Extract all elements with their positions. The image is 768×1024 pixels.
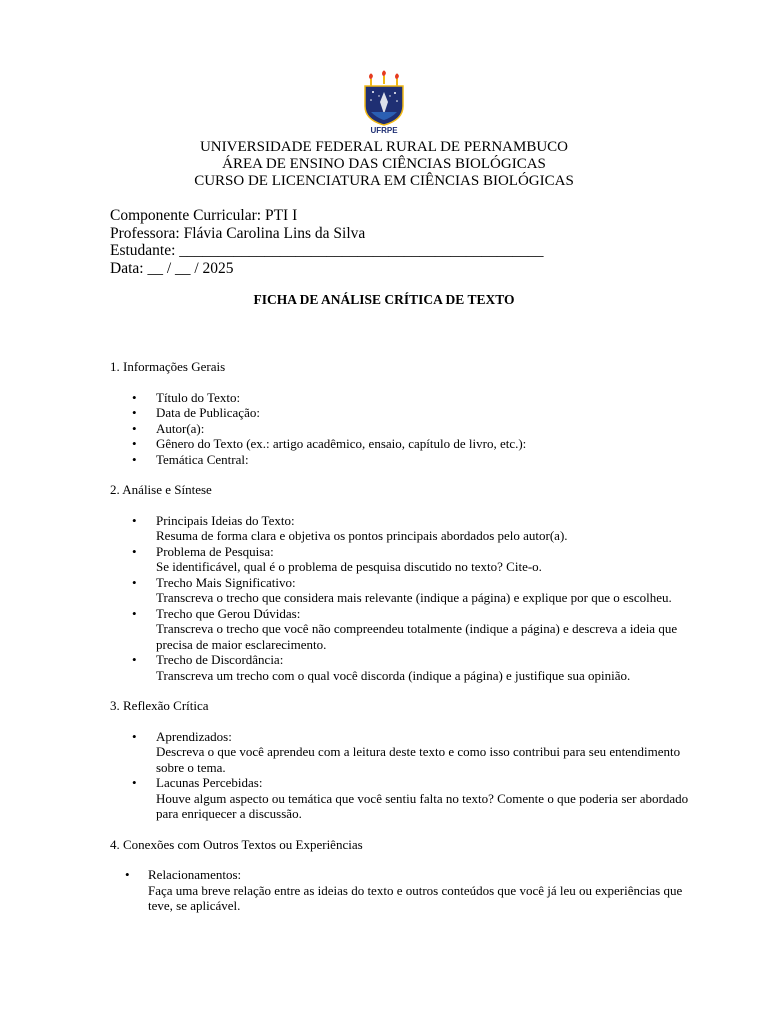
list-item (110, 729, 700, 776)
list-item (110, 436, 700, 452)
section-title: 3. Reflexão Crítica (110, 698, 209, 713)
list-item (110, 867, 700, 914)
document-title: FICHA DE ANÁLISE CRÍTICA DE TEXTO (253, 292, 515, 307)
ufrpe-logo (361, 70, 407, 136)
field-list (110, 729, 700, 822)
component-line: Componente Curricular: PTI I (110, 207, 298, 224)
list-item (110, 544, 700, 575)
field-description: Se identificável, qual é o problema de pesquisa discutido no texto? Cite-o. (156, 559, 542, 574)
university-name: UNIVERSIDADE FEDERAL RURAL DE PERNAMBUCO (199, 139, 569, 155)
field-description: Resuma de forma clara e objetiva os pontos principais abordados pelo autor(a). (156, 528, 568, 543)
list-item (110, 421, 700, 437)
area-name: ÁREA DE ENSINO DAS CIÊNCIAS BIOLÓGICAS (222, 156, 546, 172)
field-description: Faça uma breve relação entre as ideias do texto e outros conteúdos que você já leu ou experiências que teve, se aplicável. (148, 882, 683, 913)
field-description: Houve algum aspecto ou temática que você sentiu falta no texto? Comente o que poderia ser abordado para enriquecer a discussão. (156, 790, 689, 821)
form-body (110, 359, 700, 929)
field-description: Transcreva o trecho que considera mais relevante (indique a página) e explique por que o escolheu. (156, 590, 672, 605)
field-list (110, 390, 700, 468)
field-label: Temática Central: (156, 451, 249, 467)
list-item (110, 452, 700, 468)
field-label: Título do Texto: (156, 389, 241, 405)
field-label: • Trecho que Gerou Dúvidas: (156, 605, 301, 621)
field-list (110, 513, 700, 684)
field-label: • Relacionamentos: (148, 867, 242, 882)
list-item (110, 405, 700, 421)
course-name: CURSO DE LICENCIATURA EM CIÊNCIAS BIOLÓGICAS (194, 173, 574, 189)
field-description: Descreva o que você aprendeu com a leitura deste texto e como isso contribui para seu entendimento sobre o tema. (156, 744, 681, 775)
list-item (110, 652, 700, 683)
list-item (110, 775, 700, 822)
section-analysis (110, 482, 700, 683)
svg-text:UFRPE: UFRPE (370, 126, 398, 135)
professor-line: Professora: Flávia Carolina Lins da Silva (110, 224, 366, 242)
field-label: • Lacunas Percebidas: (156, 775, 263, 790)
field-label: • Principais Ideias do Texto: (156, 512, 295, 528)
list-item (110, 575, 700, 606)
field-label: Data de Publicação: (156, 405, 260, 420)
field-label: • Problema de Pesquisa: (156, 543, 274, 559)
field-label: • Trecho de Discordância: (156, 652, 284, 667)
torch-icon (369, 74, 373, 88)
field-label: • Trecho Mais Significativo: (156, 574, 296, 590)
list-item (110, 513, 700, 544)
section-title: 1. Informações Gerais (110, 359, 226, 374)
institution-header (0, 139, 768, 190)
field-label: Gênero do Texto (ex.: artigo acadêmico, ensaio, capítulo de livro, etc.): (156, 436, 527, 451)
field-description: Transcreva um trecho com o qual você discorda (indique a página) e justifique sua opinião. (156, 667, 631, 683)
field-label: • Aprendizados: (156, 728, 232, 744)
course-info (110, 207, 544, 277)
field-list (110, 867, 700, 914)
field-description: Transcreva o trecho que você não compreendeu totalmente (indique a página) e descreva a ideia que precisa de maior esclarecimento. (156, 621, 678, 652)
section-title: 4. Conexões com Outros Textos ou Experiências (110, 836, 363, 852)
section-critical-reflection (110, 698, 700, 822)
list-item (110, 606, 700, 653)
torch-icon (395, 74, 399, 88)
date-line: Data: __ / __ / 2025 (110, 259, 234, 277)
student-line: Estudante: _______________________________________________ (110, 242, 544, 259)
section-connections (110, 837, 700, 914)
section-general-info (110, 359, 700, 467)
section-title: 2. Análise e Síntese (110, 482, 212, 497)
torch-icon (382, 71, 386, 85)
list-item (110, 390, 700, 406)
field-label: Autor(a): (156, 420, 205, 436)
